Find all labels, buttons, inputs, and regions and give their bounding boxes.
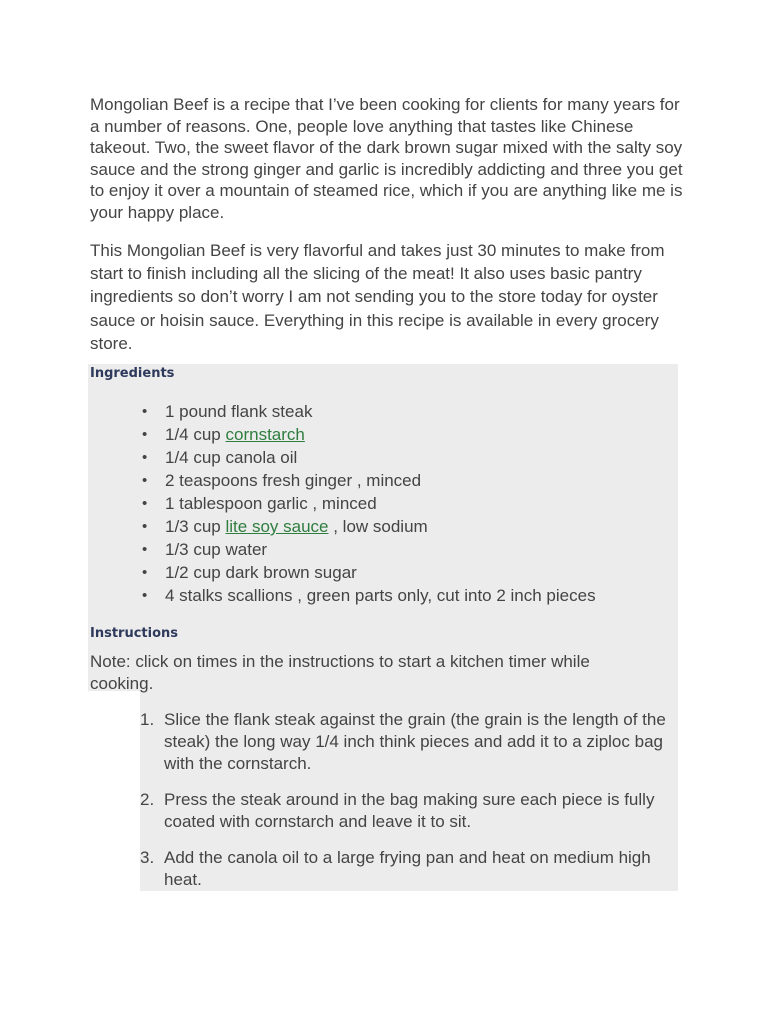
ingredient-text: 1 tablespoon garlic , minced	[165, 494, 377, 513]
ingredient-text: 1/4 cup canola oil	[165, 448, 298, 467]
ingredient-item	[90, 515, 596, 538]
ingredient-text: 4 stalks scallions , green parts only, cut into 2 inch pieces	[165, 586, 596, 605]
instruction-step	[140, 847, 675, 891]
ingredient-item	[90, 538, 596, 561]
bullet-icon: •	[142, 587, 148, 604]
bullet-icon: •	[142, 449, 148, 466]
step-text: Press the steak around in the bag making sure each piece is fully coated with cornstarch and leave it to sit.	[164, 790, 655, 831]
ingredient-item	[90, 469, 596, 492]
instructions-heading: Instructions	[90, 626, 179, 641]
bullet-icon: •	[142, 426, 148, 443]
ingredient-item	[90, 492, 596, 515]
timer-note: Note: click on times in the instructions to start a kitchen timer while cooking.	[90, 652, 590, 693]
bullet-icon: •	[142, 541, 148, 558]
bullet-icon: •	[142, 564, 148, 581]
instruction-step	[140, 789, 675, 833]
ingredient-item	[90, 446, 596, 469]
step-number: 2.	[140, 790, 155, 809]
step-number: 3.	[140, 848, 155, 867]
ingredient-text: 1/3 cup water	[165, 540, 268, 559]
step-text: Slice the flank steak against the grain (the grain is the length of the steak) the long way 1/4 inch think pieces and add it to a ziploc bag with the cornstarch.	[164, 710, 666, 773]
ingredient-item	[90, 561, 596, 584]
ingredient-text: 1/2 cup dark brown sugar	[165, 563, 357, 582]
bullet-icon: •	[142, 518, 148, 535]
ingredient-text: 1/4 cup	[165, 425, 226, 444]
bullet-icon: •	[142, 472, 148, 489]
intro-paragraph: Mongolian Beef is a recipe that I’ve been cooking for clients for many years for a number of reasons. One, people love anything that tastes like Chinese takeout. Two, the sweet flavor of the dark brown sugar mixed with the salty soy sauce and the strong ginger and garlic is incredibly addicting and three you get to enjoy it over a mountain of steamed rice, which if you are anything like me is your happy place.	[90, 95, 683, 222]
ingredients-list	[90, 400, 596, 607]
ingredient-text: 2 teaspoons fresh ginger , minced	[165, 471, 422, 490]
ingredient-item	[90, 400, 596, 423]
description-paragraph: This Mongolian Beef is very flavorful and takes just 30 minutes to make from start to finish including all the slicing of the meat! It also uses basic pantry ingredients so don’t worry I am not sending you to the store today for oyster sauce or hoisin sauce. Everything in this recipe is available in every grocery store.	[90, 241, 665, 353]
ingredient-item	[90, 584, 596, 607]
ingredient-link[interactable]: lite soy sauce	[225, 517, 329, 536]
instruction-step	[140, 709, 675, 775]
ingredient-text: 1 pound flank steak	[165, 402, 313, 421]
step-number: 1.	[140, 710, 155, 729]
ingredients-heading: Ingredients	[90, 366, 175, 381]
step-text: Add the canola oil to a large frying pan and heat on medium high heat.	[164, 848, 651, 889]
bullet-icon: •	[142, 495, 148, 512]
instructions-list	[140, 709, 675, 905]
ingredient-text: 1/3 cup	[165, 517, 226, 536]
ingredient-link[interactable]: cornstarch	[225, 425, 305, 444]
ingredient-text: , low sodium	[328, 517, 428, 536]
ingredient-item	[90, 423, 596, 446]
bullet-icon: •	[142, 403, 148, 420]
